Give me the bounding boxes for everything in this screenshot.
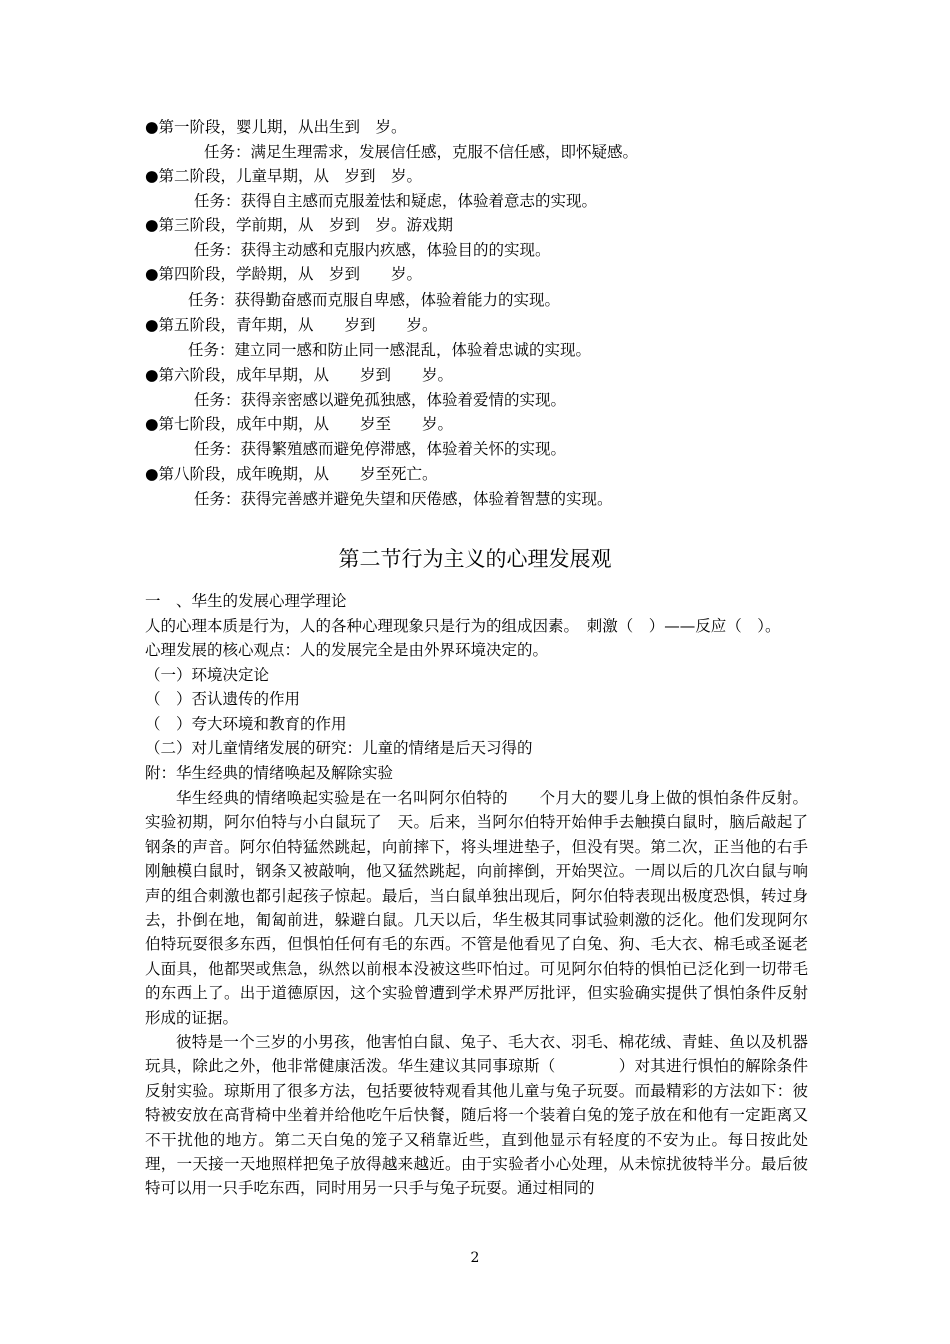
stage-1-task: 任务：满足生理需求，发展信任感，克服不信任感，即怀疑感。 — [204, 143, 639, 161]
stage-6-task: 任务：获得亲密感以避免孤独感，体验着爱情的实现。 — [194, 391, 567, 409]
stage-8: ●第八阶段，成年晚期，从 岁至死亡。 — [145, 465, 438, 483]
stage-2-task: 任务：获得自主感而克服羞怯和疑虑，体验着意志的实现。 — [194, 192, 598, 210]
body-line: （二）对儿童情绪发展的研究：儿童的情绪是后天习得的 — [145, 739, 533, 757]
section-title: 第二节行为主义的心理发展观 — [338, 547, 612, 571]
stage-3: ●第三阶段，学前期，从 岁到 岁。游戏期 — [145, 216, 454, 234]
stage-1: ●第一阶段，婴儿期，从出生到 岁。 — [145, 118, 407, 136]
body-line: （ ）夸大环境和教育的作用 — [145, 715, 347, 733]
stage-3-task: 任务：获得主动感和克服内疚感，体验目的的实现。 — [194, 241, 551, 259]
paragraph-peter-experiment — [145, 1030, 808, 1201]
stage-5-task: 任务：建立同一感和防止同一感混乱，体验着忠诚的实现。 — [188, 341, 592, 359]
stage-7: ●第七阶段，成年中期，从 岁至 岁。 — [145, 415, 454, 433]
page-number: 2 — [470, 1250, 480, 1266]
subsection-heading: 一 、华生的发展心理学理论 — [145, 592, 347, 610]
appendix-heading: 附：华生经典的情绪唤起及解除实验 — [145, 764, 394, 782]
body-line: 人的心理本质是行为，人的各种心理现象只是行为的组成因素。 刺激（ ）——反应（ ）。 — [145, 617, 781, 635]
stage-8-task: 任务：获得完善感并避免失望和厌倦感，体验着智慧的实现。 — [194, 490, 613, 508]
stage-4: ●第四阶段，学龄期，从 岁到 岁。 — [145, 265, 423, 283]
paragraph-albert-experiment — [145, 786, 808, 1030]
body-line: （ ）否认遗传的作用 — [145, 690, 301, 708]
body-line: 心理发展的核心观点：人的发展完全是由外界环境决定的。 — [145, 641, 549, 659]
stage-2: ●第二阶段，儿童早期，从 岁到 岁。 — [145, 167, 423, 185]
stage-7-task: 任务：获得繁殖感而避免停滞感，体验着关怀的实现。 — [194, 440, 567, 458]
body-line: （一）环境决定论 — [145, 666, 270, 684]
stage-4-task: 任务：获得勤奋感而克服自卑感，体验着能力的实现。 — [188, 291, 561, 309]
stage-5: ●第五阶段，青年期，从 岁到 岁。 — [145, 316, 438, 334]
paragraph-text: 彼特是一个三岁的小男孩，他害怕白鼠、兔子、毛大衣、羽毛、棉花绒、青蛙、鱼以及机器玩具，除此之外，他非常健康活泼。华生建议其同事琼斯（ ）对其进行惧怕的解除条件反射实验。琼斯用了很多方法，包括要彼特观看其他儿童与兔子玩耍。而最精彩的方法如下：彼特被安放在高背椅中坐着并给他吃午后快餐，随后将一个装着白兔的笼子放在和他有一定距离又不干扰他的地方。第二天白兔的笼子又稍靠近些，直到他显示有轻度的不安为止。每日按此处理，一天接一天地照样把兔子放得越来越近。由于实验者小心处理，从未惊扰彼特半分。最后彼特可以用一只手吃东西，同时用另一只手与兔子玩耍。通过相同的 — [145, 1033, 808, 1198]
stage-6: ●第六阶段，成年早期，从 岁到 岁。 — [145, 366, 454, 384]
paragraph-text: 华生经典的情绪唤起实验是在一名叫阿尔伯特的 个月大的婴儿身上做的惧怕条件反射。实验初期，阿尔伯特与小白鼠玩了 天。后来，当阿尔伯特开始伸手去触摸白鼠时，脑后敲起了钢条的声音。阿尔伯特猛然跳起，向前摔下，将头埋进垫子，但没有哭。第二次，正当他的右手刚触模白鼠时，钢条又被敲响，他又猛然跳起，向前摔倒，开始哭泣。一周以后的几次白鼠与响声的组合刺激也都引起孩子惊起。最后，当白鼠单独出现后，阿尔伯特表现出极度恐惧，转过身去，扑倒在地，匍匐前进，躲避白鼠。几天以后，华生极其同事试验刺激的泛化。他们发现阿尔伯特玩耍很多东西，但惧怕任何有毛的东西。不管是他看见了白兔、狗、毛大衣、棉毛或圣诞老人面具，他都哭或焦急，纵然以前根本没被这些吓怕过。可见阿尔伯特的惧怕已泛化到一切带毛的东西上了。出于道德原因，这个实验曾遭到学术界严厉批评，但实验确实提供了惧怕条件反射形成的证据。 — [145, 789, 808, 1027]
